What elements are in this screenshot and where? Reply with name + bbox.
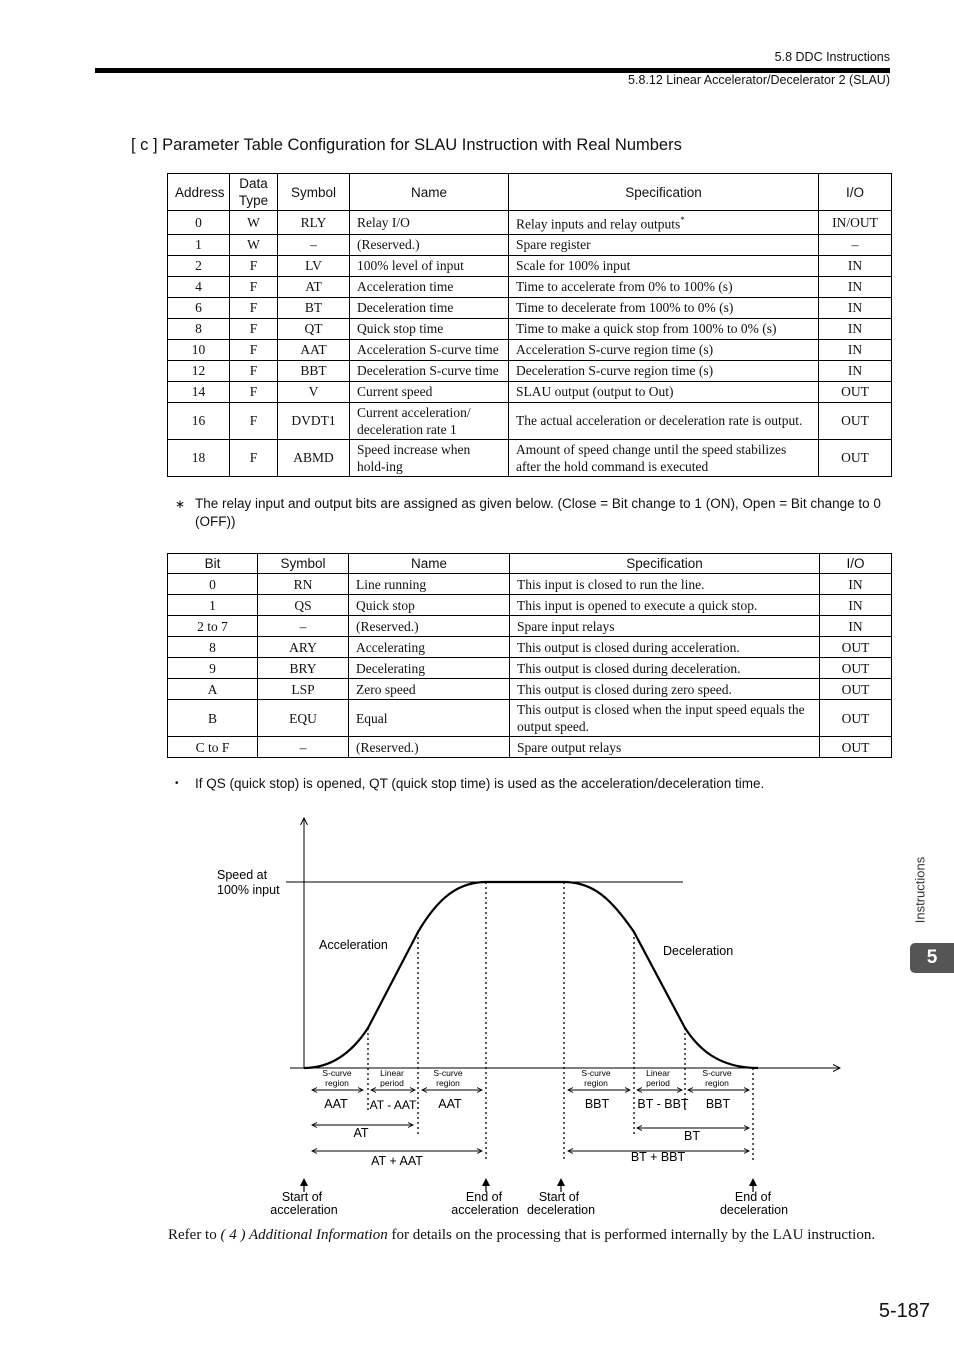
cell-specification: This output is closed during deceleration. — [510, 658, 820, 679]
cell-data-type: F — [230, 439, 278, 476]
cell-data-type: W — [230, 211, 278, 235]
cell-bit: 0 — [168, 574, 258, 595]
cell-address: 10 — [168, 339, 230, 360]
cell-bit: 9 — [168, 658, 258, 679]
cell-io: OUT — [819, 381, 892, 402]
cell-name: Deceleration time — [350, 297, 509, 318]
reference-prefix: Refer to — [168, 1227, 221, 1243]
reference-link[interactable]: ( 4 ) Additional Information — [220, 1227, 388, 1243]
cell-name: Current speed — [350, 381, 509, 402]
cell-symbol: RN — [258, 574, 349, 595]
cell-address: 2 — [168, 255, 230, 276]
cell-name: Acceleration S-curve time — [350, 339, 509, 360]
cell-io: IN — [819, 255, 892, 276]
cell-specification: The actual acceleration or deceleration rate is output. — [509, 402, 819, 439]
period-label: period — [380, 1078, 404, 1088]
bt-bbt-label: BT - BBT — [637, 1097, 689, 1111]
cell-data-type: F — [230, 360, 278, 381]
speed-label-line1: Speed at — [217, 868, 268, 882]
deceleration-label: Deceleration — [663, 944, 734, 958]
cell-specification: Spare register — [509, 234, 819, 255]
cell-address: 8 — [168, 318, 230, 339]
cell-name: Zero speed — [349, 679, 510, 700]
scurve-label: S-curve — [581, 1068, 611, 1078]
cell-data-type: F — [230, 276, 278, 297]
cell-name: Deceleration S-curve time — [350, 360, 509, 381]
cell-specification: Deceleration S-curve region time (s) — [509, 360, 819, 381]
cell-io: IN — [819, 318, 892, 339]
col-header-io: I/O — [820, 554, 892, 574]
cell-bit: 1 — [168, 595, 258, 616]
cell-io: IN — [819, 276, 892, 297]
cell-symbol: AAT — [278, 339, 350, 360]
reference-suffix: for details on the processing that is performed internally by the LAU instruction. — [387, 1227, 876, 1243]
cell-address: 12 — [168, 360, 230, 381]
cell-name: Acceleration time — [350, 276, 509, 297]
cell-symbol: BRY — [258, 658, 349, 679]
cell-specification: Spare output relays — [510, 737, 820, 758]
cell-name: Relay I/O — [350, 211, 509, 235]
cell-io: – — [819, 234, 892, 255]
cell-data-type: F — [230, 297, 278, 318]
header-section: 5.8 DDC Instructions — [774, 50, 890, 64]
end-decel-label-1: End of — [734, 1190, 772, 1204]
cell-io: OUT — [820, 679, 892, 700]
region-label: region — [325, 1078, 349, 1088]
cell-specification: This output is closed during acceleration. — [510, 637, 820, 658]
spec-text: Relay inputs and relay outputs — [516, 216, 681, 232]
cell-specification: Amount of speed change until the speed stabilizes after the hold command is executed — [509, 439, 819, 476]
cell-address: 16 — [168, 402, 230, 439]
cell-data-type: F — [230, 402, 278, 439]
cell-io: OUT — [820, 637, 892, 658]
cell-address: 1 — [168, 234, 230, 255]
cell-specification: This output is closed during zero speed. — [510, 679, 820, 700]
col-header-name: Name — [350, 174, 509, 211]
col-header-symbol: Symbol — [258, 554, 349, 574]
cell-name: Line running — [349, 574, 510, 595]
acceleration-label: Acceleration — [319, 938, 388, 952]
col-header-name: Name — [349, 554, 510, 574]
cell-symbol: – — [258, 616, 349, 637]
cell-name: 100% level of input — [350, 255, 509, 276]
start-decel-label-1: Start of — [538, 1190, 580, 1204]
side-tab-label — [900, 850, 940, 930]
cell-io: OUT — [820, 658, 892, 679]
cell-io: IN/OUT — [819, 211, 892, 235]
cell-bit: C to F — [168, 737, 258, 758]
region-label: region — [705, 1078, 729, 1088]
aat-label: AAT — [438, 1097, 462, 1111]
end-accel-label-2: acceleration — [451, 1203, 519, 1217]
side-tab-text: Instructions — [912, 856, 928, 924]
bullet-text: If QS (quick stop) is opened, QT (quick stop time) is used as the acceleration/deceleration time. — [195, 776, 765, 791]
scurve-label: S-curve — [433, 1068, 463, 1078]
region-label: region — [584, 1078, 608, 1088]
aat-label: AAT — [324, 1097, 348, 1111]
bt-plus-bbt-label: BT + BBT — [630, 1150, 686, 1164]
cell-data-type: W — [230, 234, 278, 255]
col-header-symbol: Symbol — [278, 174, 350, 211]
bbt-label: BBT — [705, 1097, 731, 1111]
cell-symbol: EQU — [258, 700, 349, 737]
cell-data-type: F — [230, 318, 278, 339]
cell-symbol: – — [258, 737, 349, 758]
linear-label: Linear — [646, 1068, 670, 1078]
col-header-address: Address — [168, 174, 230, 211]
cell-name: Accelerating — [349, 637, 510, 658]
cell-name: Quick stop time — [350, 318, 509, 339]
cell-symbol: BT — [278, 297, 350, 318]
cell-address: 6 — [168, 297, 230, 318]
footnote-marker: * — [680, 215, 685, 225]
cell-symbol: ARY — [258, 637, 349, 658]
period-label: period — [646, 1078, 670, 1088]
end-accel-label-1: End of — [465, 1190, 503, 1204]
cell-address: 0 — [168, 211, 230, 235]
cell-bit: A — [168, 679, 258, 700]
cell-specification: Time to make a quick stop from 100% to 0% (s) — [509, 318, 819, 339]
cell-io: OUT — [820, 700, 892, 737]
cell-io: IN — [820, 595, 892, 616]
cell-name: (Reserved.) — [349, 616, 510, 637]
at-label: AT — [353, 1126, 369, 1140]
cell-symbol: LV — [278, 255, 350, 276]
cell-specification: Time to decelerate from 100% to 0% (s) — [509, 297, 819, 318]
col-header-specification: Specification — [509, 174, 819, 211]
scurve-label: S-curve — [702, 1068, 732, 1078]
footnote-mark: ∗ — [175, 497, 186, 511]
cell-symbol: DVDT1 — [278, 402, 350, 439]
cell-specification: Scale for 100% input — [509, 255, 819, 276]
at-plus-aat-label: AT + AAT — [371, 1154, 423, 1168]
speed-curve — [304, 882, 758, 1068]
col-header-bit: Bit — [168, 554, 258, 574]
cell-name: (Reserved.) — [349, 737, 510, 758]
cell-specification: SLAU output (output to Out) — [509, 381, 819, 402]
cell-io: IN — [820, 616, 892, 637]
cell-io: OUT — [819, 402, 892, 439]
bbt-label: BBT — [584, 1097, 610, 1111]
at-aat-label: AT - AAT — [369, 1098, 417, 1112]
cell-symbol: QT — [278, 318, 350, 339]
cell-name: Decelerating — [349, 658, 510, 679]
region-label: region — [436, 1078, 460, 1088]
cell-name: Current acceleration/ deceleration rate 1 — [350, 402, 509, 439]
bt-label: BT — [684, 1129, 700, 1143]
cell-io: IN — [819, 297, 892, 318]
cell-data-type: F — [230, 255, 278, 276]
cell-bit: 8 — [168, 637, 258, 658]
cell-name: Speed increase when hold-ing — [350, 439, 509, 476]
footnote-text: The relay input and output bits are assigned as given below. (Close = Bit change to 1 (ON), Open = Bit change to 0 (OFF)) — [195, 496, 881, 529]
section-title: [ c ] Parameter Table Configuration for SLAU Instruction with Real Numbers — [131, 136, 682, 154]
cell-symbol: RLY — [278, 211, 350, 235]
cell-io: OUT — [820, 737, 892, 758]
cell-specification: This input is opened to execute a quick stop. — [510, 595, 820, 616]
cell-io: IN — [819, 360, 892, 381]
cell-specification: Time to accelerate from 0% to 100% (s) — [509, 276, 819, 297]
cell-data-type: F — [230, 339, 278, 360]
cell-specification: Acceleration S-curve region time (s) — [509, 339, 819, 360]
cell-specification: Spare input relays — [510, 616, 820, 637]
cell-data-type: F — [230, 381, 278, 402]
cell-address: 14 — [168, 381, 230, 402]
cell-bit: B — [168, 700, 258, 737]
speed-label-line2: 100% input — [217, 883, 280, 897]
cell-bit: 2 to 7 — [168, 616, 258, 637]
cell-name: (Reserved.) — [350, 234, 509, 255]
start-accel-label-2: acceleration — [270, 1203, 338, 1217]
cell-io: IN — [819, 339, 892, 360]
cell-symbol: ABMD — [278, 439, 350, 476]
cell-address: 4 — [168, 276, 230, 297]
bullet-mark: • — [175, 778, 179, 789]
cell-symbol: AT — [278, 276, 350, 297]
cell-name: Equal — [349, 700, 510, 737]
cell-specification: This input is closed to run the line. — [510, 574, 820, 595]
cell-symbol: QS — [258, 595, 349, 616]
cell-symbol: V — [278, 381, 350, 402]
cell-address: 18 — [168, 439, 230, 476]
page-number: 5-187 — [878, 1300, 930, 1322]
cell-io: OUT — [819, 439, 892, 476]
col-header-specification: Specification — [510, 554, 820, 574]
cell-io: IN — [820, 574, 892, 595]
cell-name: Quick stop — [349, 595, 510, 616]
cell-symbol: – — [278, 234, 350, 255]
cell-symbol: BBT — [278, 360, 350, 381]
header-subsection: 5.8.12 Linear Accelerator/Decelerator 2 (SLAU) — [628, 73, 890, 87]
col-header-data-type: Data Type — [230, 174, 278, 211]
scurve-label: S-curve — [322, 1068, 352, 1078]
start-decel-label-2: deceleration — [526, 1203, 596, 1217]
start-accel-label-1: Start of — [281, 1190, 323, 1204]
end-decel-label-2: deceleration — [719, 1203, 789, 1217]
linear-label: Linear — [380, 1068, 404, 1078]
reference-note — [168, 1227, 875, 1244]
chapter-tab[interactable]: 5 — [910, 943, 954, 973]
cell-specification: This output is closed when the input speed equals the output speed. — [510, 700, 820, 737]
cell-symbol: LSP — [258, 679, 349, 700]
col-header-io: I/O — [819, 174, 892, 211]
